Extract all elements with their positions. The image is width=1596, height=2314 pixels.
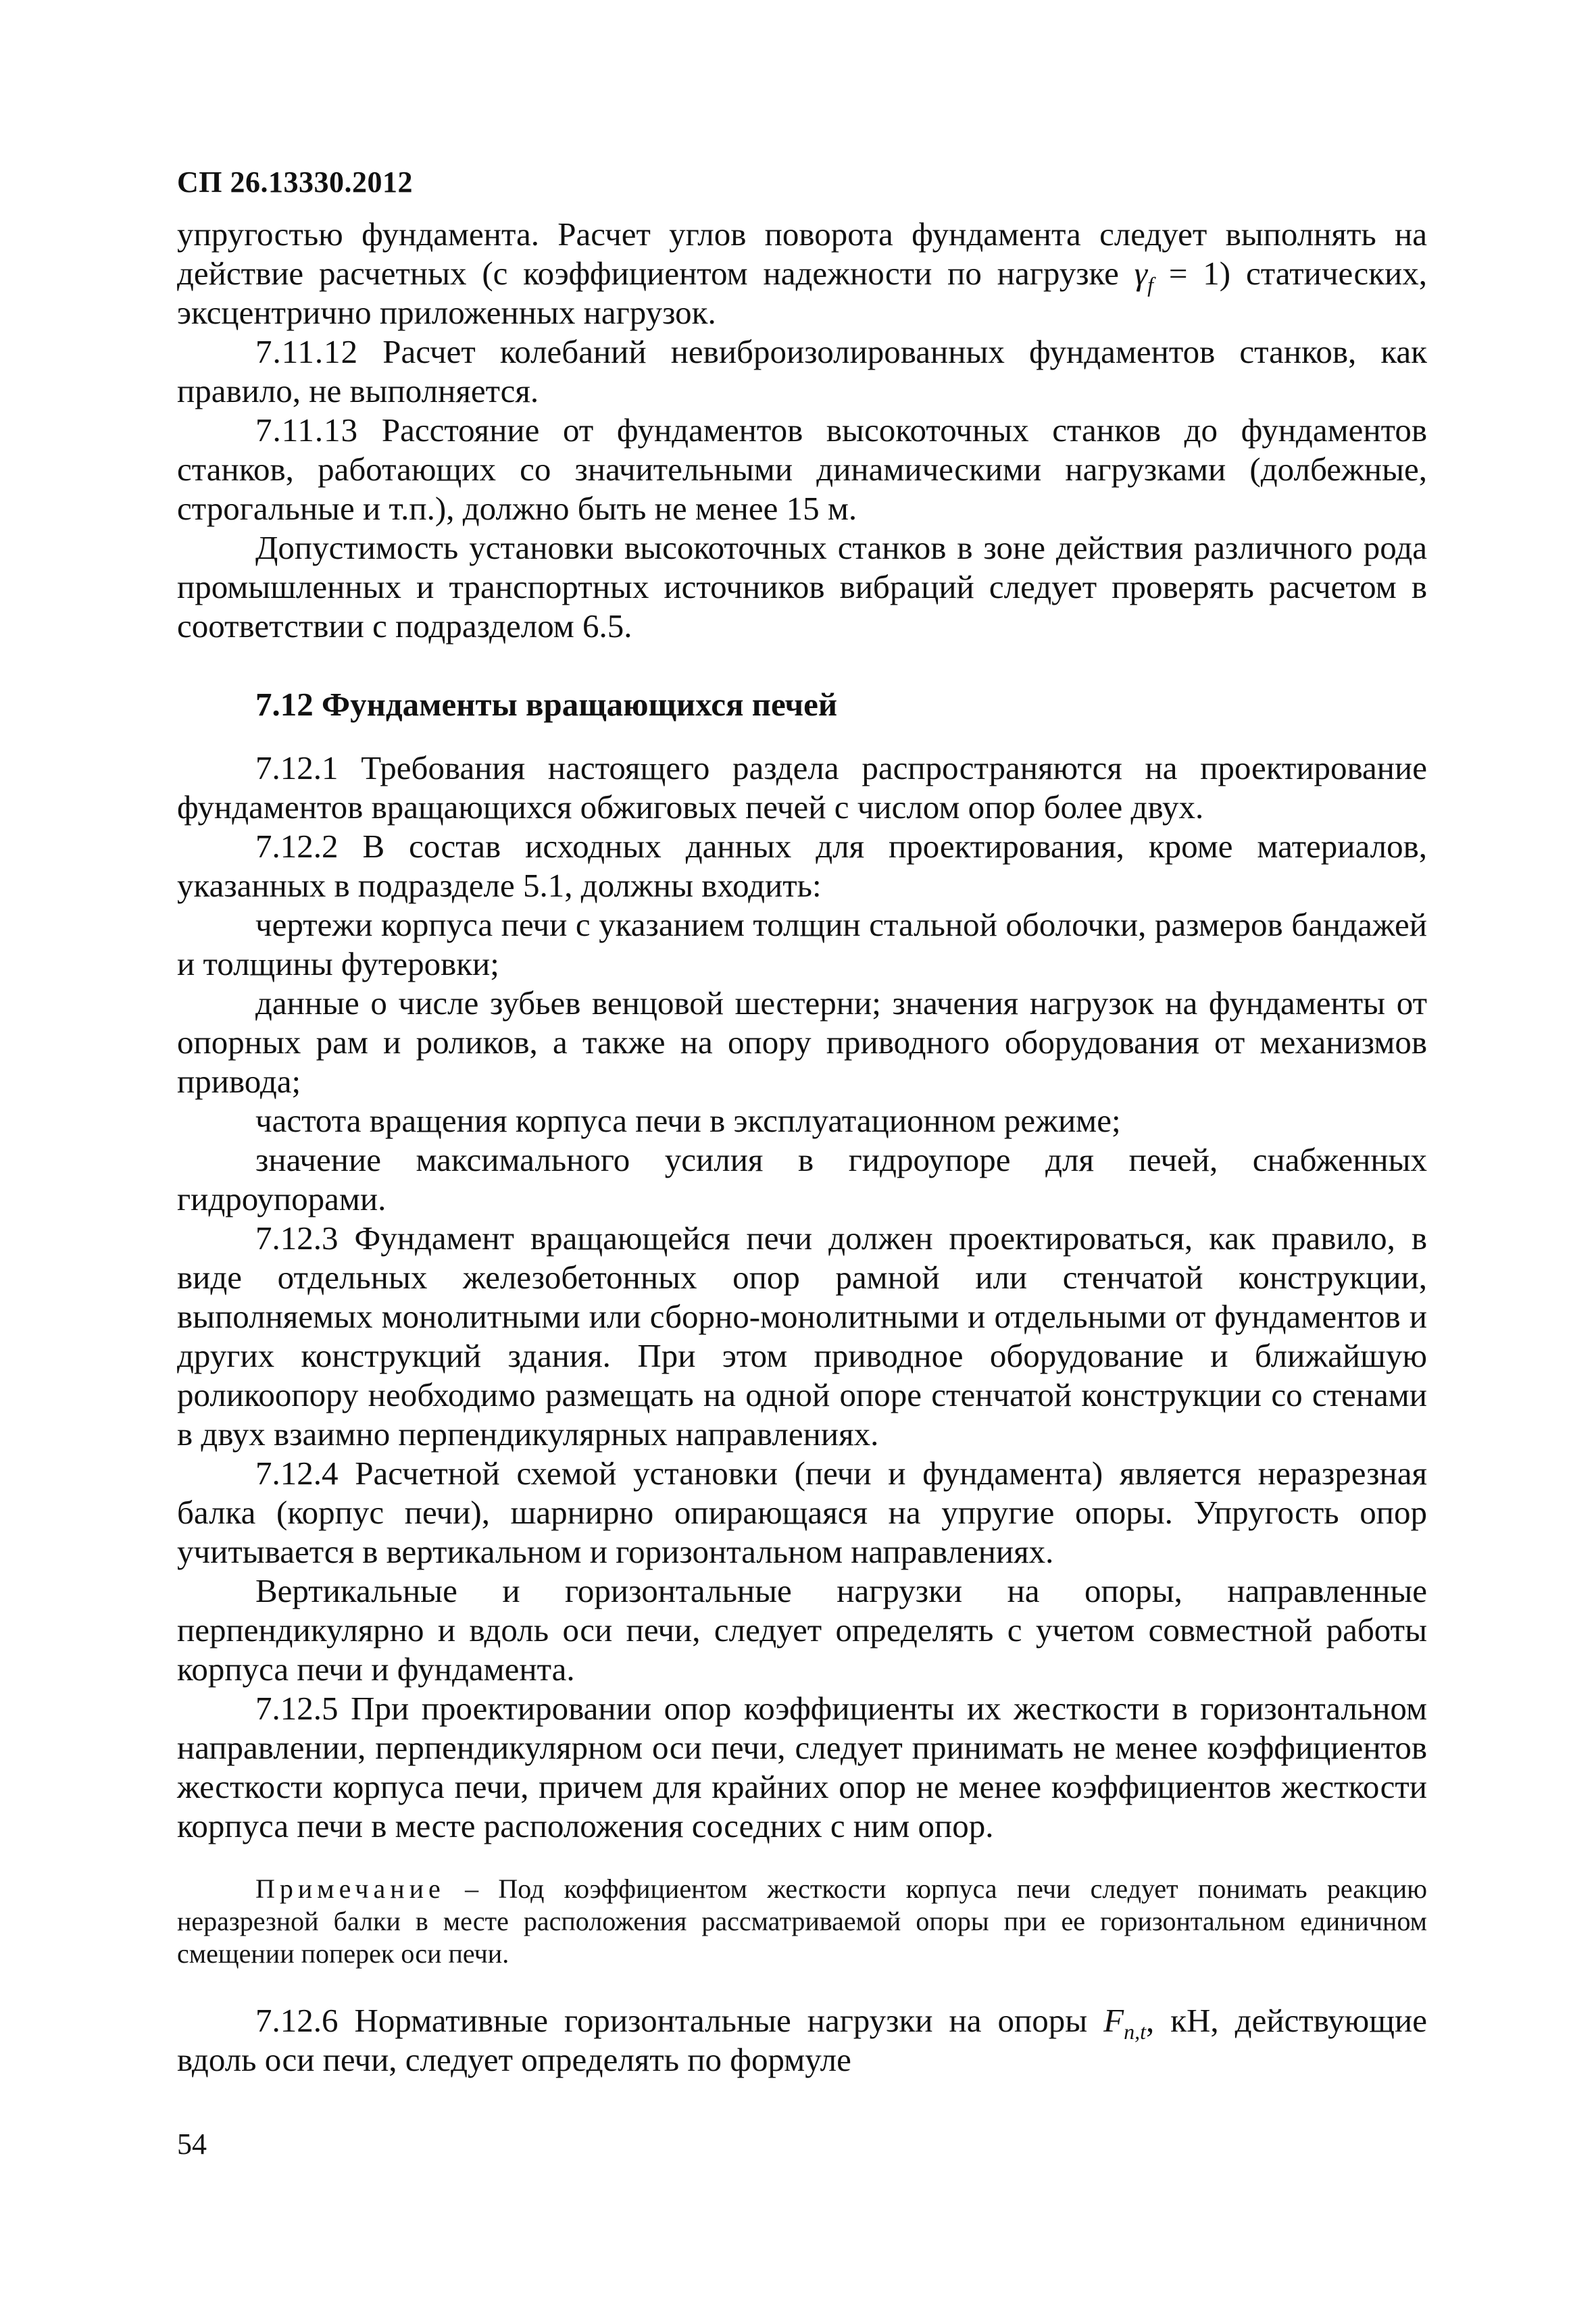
paragraph-7-12-4: [177, 1454, 1427, 1571]
list-item-gear-data: данные о числе зубьев венцовой шестерни; значения нагрузок на фундаменты от опорных рам и роликов, а также на опору приводного оборудования от механизмов привода;: [177, 984, 1427, 1100]
gamma-subscript: f: [1147, 272, 1153, 297]
clause-number: 7.12.3: [255, 1219, 339, 1257]
paragraph-text-tail: , кН, действующие вдоль оси печи, следует определять по формуле: [177, 2002, 1427, 2078]
paragraph-7-11-13: [177, 411, 1427, 528]
paragraph-7-12-3: [177, 1219, 1427, 1454]
paragraph-text: Фундамент вращающейся печи должен проектироваться, как правило, в виде отдельных железобетонных опор рамной или стенчатой конструкции, выполняемых монолитными или сборно-монолитными и отдельными от фундаментов и других конструкций здания. При этом приводное оборудование и ближайшую роликоопору необходимо размещать на одной опоре стенчатой конструкции со стенами в двух взаимно перпендикулярных направлениях.: [177, 1219, 1427, 1453]
section-title-7-12: 7.12 Фундаменты вращающихся печей: [255, 686, 838, 723]
clause-number: 7.12.1: [255, 749, 339, 786]
clause-number: 7.12.5: [255, 1690, 339, 1727]
paragraph-text: упругостью фундамента. Расчет углов поворота фундамента следует выполнять на действие расчетных (с коэффициентом надежности по нагрузке: [177, 216, 1427, 292]
force-symbol: F: [1103, 2002, 1124, 2039]
clause-number: 7.12.2: [255, 828, 339, 865]
paragraph-7-12-2: [177, 827, 1427, 905]
list-item-rotation-frequency: частота вращения корпуса печи в эксплуатационном режиме;: [255, 1102, 1121, 1139]
list-item-hydraulic-stop: значение максимального усилия в гидроупоре для печей, снабженных гидроупорами.: [177, 1141, 1427, 1217]
clause-number: 7.11.12: [255, 333, 359, 370]
note-text: – Под коэффициентом жесткости корпуса печи следует понимать реакцию неразрезной балки в месте расположения рассматриваемой опоры при ее горизонтальном единичном смещении поперек оси печи.: [177, 1873, 1427, 1969]
paragraph-7-12-1: [177, 749, 1427, 827]
clause-number: 7.12.6: [255, 2002, 339, 2039]
paragraph-text: Нормативные горизонтальные нагрузки на опоры: [338, 2002, 1104, 2039]
paragraph-text: Требования настоящего раздела распространяются на проектирование фундаментов вращающихся обжиговых печей с числом опор более двух.: [177, 749, 1427, 826]
paragraph-text-tail: = 1) статических, эксцентрично приложенных нагрузок.: [177, 255, 1427, 331]
force-subscript: n,t: [1124, 2019, 1146, 2044]
paragraph-7-12-6: [177, 2001, 1427, 2080]
page-number: 54: [177, 2128, 207, 2161]
paragraph-text: В состав исходных данных для проектирования, кроме материалов, указанных в подразделе 5.1, должны входить:: [177, 828, 1427, 904]
note: [177, 1873, 1427, 1970]
clause-number: 7.12.4: [255, 1455, 339, 1492]
paragraph-text: Расчетной схемой установки (печи и фундамента) является неразрезная балка (корпус печи), шарнирно опирающаяся на упругие опоры. Упругость опор учитывается в вертикальном и горизонтальном направлениях.: [177, 1455, 1427, 1570]
paragraph-7-12-5: [177, 1689, 1427, 1846]
paragraph-continuation: [177, 215, 1427, 332]
gamma-symbol: γ: [1134, 255, 1148, 292]
paragraph-7-11-12: [177, 332, 1427, 411]
paragraph-text: При проектировании опор коэффициенты их жесткости в горизонтальном направлении, перпендикулярном оси печи, следует принимать не менее коэффициентов жесткости корпуса печи, причем для крайних опор не менее коэффициентов жесткости корпуса печи в месте расположения соседних с ним опор.: [177, 1690, 1427, 1844]
page-body: [177, 215, 1427, 2080]
document-code-header: СП 26.13330.2012: [177, 166, 413, 199]
note-label: Примечание: [255, 1873, 445, 1904]
paragraph-text: Расстояние от фундаментов высокоточных станков до фундаментов станков, работающих со значительными динамическими нагрузками (долбежные, строгальные и т.п.), должно быть не менее 15 м.: [177, 411, 1427, 527]
paragraph-text: Расчет колебаний невиброизолированных фундаментов станков, как правило, не выполняется.: [177, 333, 1427, 409]
paragraph-vibration-check: Допустимость установки высокоточных станков в зоне действия различного рода промышленных и транспортных источников вибраций следует проверять расчетом в соответствии с подразделом 6.5.: [177, 529, 1427, 645]
paragraph-loads: Вертикальные и горизонтальные нагрузки на опоры, направленные перпендикулярно и вдоль оси печи, следует определять с учетом совместной работы корпуса печи и фундамента.: [177, 1572, 1427, 1688]
list-item-drawings: чертежи корпуса печи с указанием толщин стальной оболочки, размеров бандажей и толщины футеровки;: [177, 906, 1427, 982]
clause-number: 7.11.13: [255, 411, 359, 449]
